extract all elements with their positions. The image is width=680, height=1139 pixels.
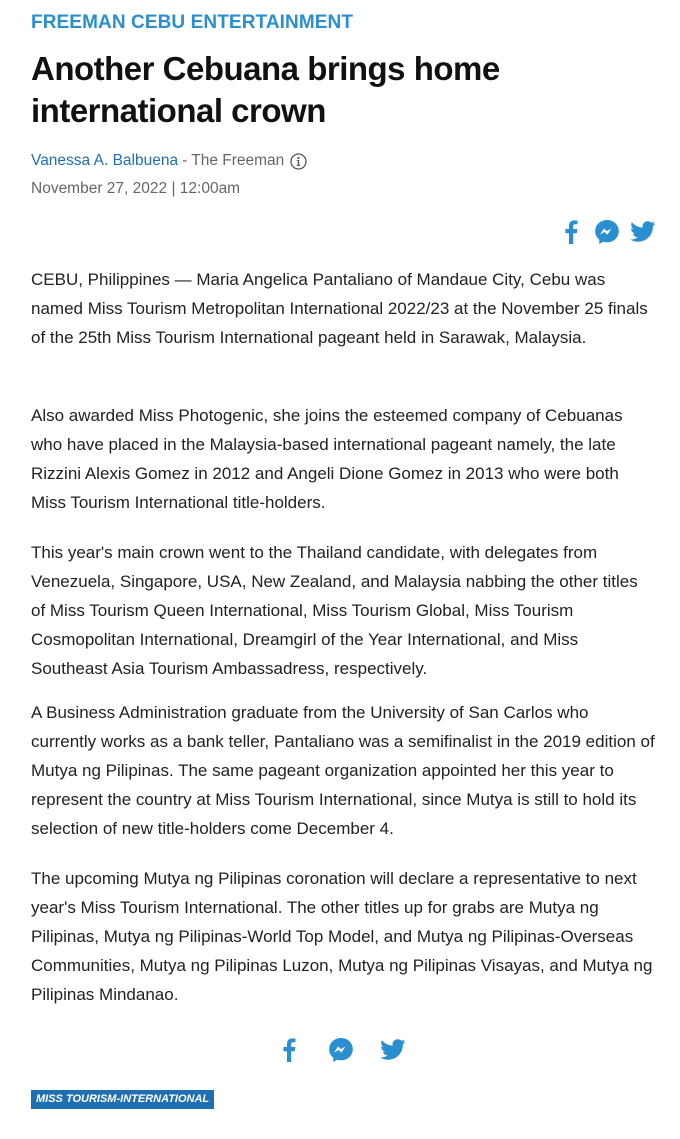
share-bar-bottom — [276, 1036, 406, 1064]
publish-date: November 27, 2022 | 12:00am — [31, 180, 241, 197]
paragraph: Also awarded Miss Photogenic, she joins the esteemed company of Cebuanas who have placed in the Malaysia-based international pageant namely, the late Rizzini Alexis Gomez in 2012 and Angeli Dione Gomez in 2013 who were both Miss Tourism International title-holders. — [31, 406, 623, 512]
paragraph: The upcoming Mutya ng Pilipinas coronation will declare a representative to next year's Miss Tourism International. The other titles up for grabs are Mutya ng Pilipinas, Mutya ng Pilipinas-World Top Model, and Mutya ng Pilipinas-Overseas Communities, Mutya ng Pilipinas Luzon, Mutya ng Pilipinas Visayas, and Mutya ng Pilipinas Mindanao. — [31, 869, 653, 1004]
facebook-icon[interactable] — [558, 218, 584, 246]
paragraph: A Business Administration graduate from the University of San Carlos who currently works as a bank teller, Pantaliano was a semifinalist in the 2019 edition of Mutya ng Pilipinas. The same pageant organization appointed her this year to represent the country at Miss Tourism International, since Mutya is still to hold its selection of new title-holders come December 4. — [31, 703, 655, 838]
twitter-icon[interactable] — [630, 218, 656, 246]
headline: Another Cebuana brings home international crown — [31, 50, 500, 129]
share-bar-top — [558, 218, 656, 246]
paragraph: CEBU, Philippines — Maria Angelica Pantaliano of Mandaue City, Cebu was named Miss Tourism Metropolitan International 2022/23 at the November 25 finals of the 25th Miss Tourism International pageant held in Sarawak, Malaysia. — [31, 270, 648, 347]
publication-name: The Freeman — [191, 152, 285, 169]
byline — [31, 152, 307, 170]
messenger-icon[interactable] — [594, 218, 620, 246]
info-icon[interactable] — [290, 153, 307, 170]
section-label[interactable]: FREEMAN CEBU ENTERTAINMENT — [31, 12, 354, 33]
author-link[interactable]: Vanessa A. Balbuena — [31, 152, 179, 169]
twitter-icon[interactable] — [380, 1036, 406, 1064]
messenger-icon[interactable] — [328, 1036, 354, 1064]
byline-separator: - — [182, 152, 188, 169]
paragraph: This year's main crown went to the Thailand candidate, with delegates from Venezuela, Singapore, USA, New Zealand, and Malaysia nabbing the other titles of Miss Tourism Queen International, Miss Tourism Global, Miss Tourism Cosmopolitan International, Dreamgirl of the Year International, and Miss Southeast Asia Tourism Ambassadress, respectively. — [31, 543, 638, 678]
facebook-icon[interactable] — [276, 1036, 302, 1064]
article-tag[interactable]: MISS TOURISM-INTERNATIONAL — [31, 1090, 214, 1109]
